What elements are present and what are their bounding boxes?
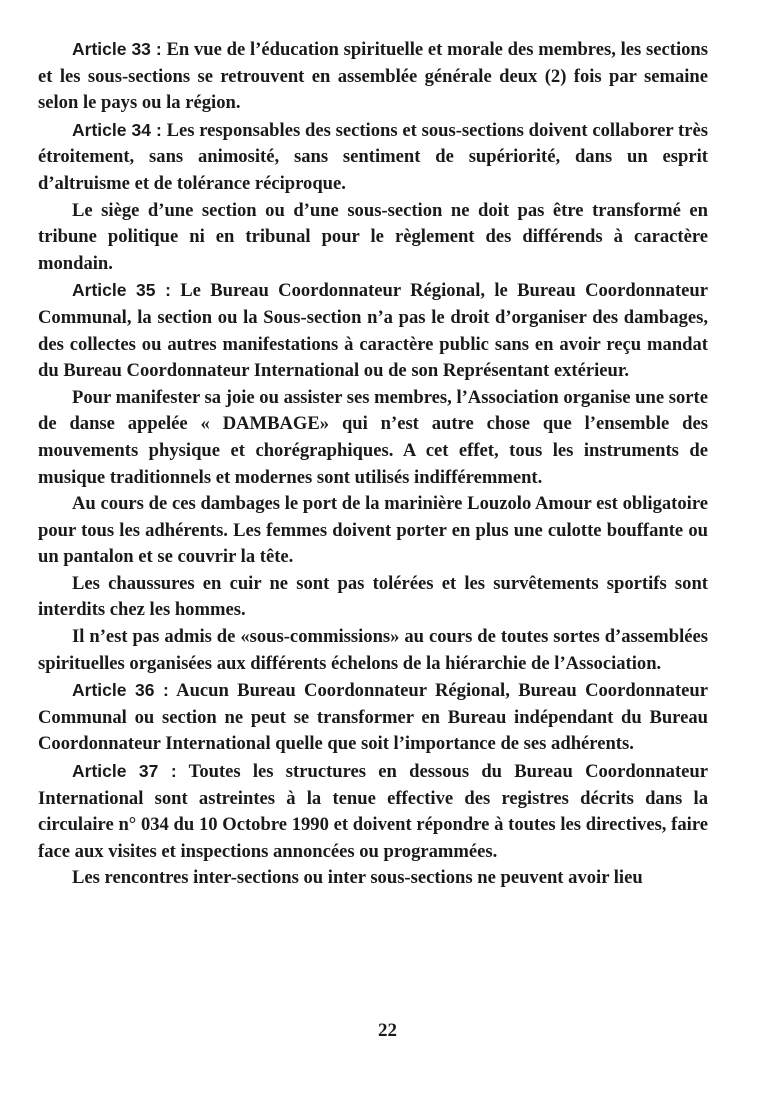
paragraph-article-37 xyxy=(38,758,708,865)
page-number: 22 xyxy=(378,1020,397,1041)
paragraph xyxy=(38,385,708,491)
paragraph-text: Les rencontres inter-sections ou inter sous-sections ne peuvent avoir lieu xyxy=(72,867,643,889)
paragraph-text: Aucun Bureau Coordonnateur Régional, Bureau Coordonnateur Communal ou section ne peut se transformer en Bureau indépendant du Bureau Coordonnateur International quelle que soit l’importance de ses adhérents. xyxy=(38,680,708,755)
paragraph xyxy=(38,571,708,624)
paragraph-article-34 xyxy=(38,117,708,198)
paragraph-text: Le Bureau Coordonnateur Régional, le Bureau Coordonnateur Communal, la section ou la Sous-section n’a pas le droit d’organiser des dambages, des collectes ou autres manifestations à caractère public sans en avoir reçu mandat du Bureau Coordonnateur International ou de son Représentant extérieur. xyxy=(38,280,708,382)
paragraph-article-36 xyxy=(38,677,708,758)
paragraph xyxy=(38,491,708,571)
paragraph-text: Toutes les structures en dessous du Bureau Coordonnateur International sont astreintes à la tenue effective des registres décrits dans la circulaire n° 034 du 10 Octobre 1990 et doivent répondre à toutes les directives, faire face aux visites et inspections annoncées ou programmées. xyxy=(38,761,708,862)
paragraph-text: Le siège d’une section ou d’une sous-section ne doit pas être transformé en tribune politique ni en tribunal pour le règlement des différends à caractère mondain. xyxy=(38,199,708,274)
page-body xyxy=(38,36,708,892)
paragraph-article-33 xyxy=(38,36,708,117)
article-label: Article 35 : xyxy=(72,280,171,301)
paragraph-text: Pour manifester sa joie ou assister ses membres, l’Association organise une sorte de danse appelée « DAMBAGE» qui n’est autre chose que l’ensemble des mouvements physique et chorégraphiques. A cet effet, tous les instruments de musique traditionnels et modernes sont utilisés indifféremment. xyxy=(38,386,708,488)
paragraph-text: Au cours de ces dambages le port de la marinière Louzolo Amour est obligatoire pour tous les adhérents. Les femmes doivent porter en plus une culotte bouffante ou un pantalon et se couvrir la tête. xyxy=(38,493,708,568)
paragraph-text: Les chaussures en cuir ne sont pas tolérées et les survêtements sportifs sont interdits chez les hommes. xyxy=(38,572,708,621)
paragraph xyxy=(38,198,708,278)
article-label: Article 33 : xyxy=(72,39,162,59)
paragraph-text: Il n’est pas admis de «sous-commissions» au cours de toutes sortes d’assemblées spirituelles organisées aux différents échelons de la hiérarchie de l’Association. xyxy=(38,626,708,674)
paragraph-text: Les responsables des sections et sous-sections doivent collaborer très étroitement, sans animosité, sans sentiment de supériorité, dans un esprit d’altruisme et de tolérance réciproque. xyxy=(38,119,708,194)
paragraph-article-35 xyxy=(38,277,708,384)
article-label: Article 36 : xyxy=(72,680,169,701)
article-label: Article 37 : xyxy=(72,761,177,782)
paragraph-text: En vue de l’éducation spirituelle et morale des membres, les sections et les sous-sections se retrouvent en assemblée générale deux (2) fois par semaine selon le pays ou la région. xyxy=(38,39,708,114)
paragraph xyxy=(38,865,708,892)
paragraph xyxy=(38,624,708,677)
article-label: Article 34 : xyxy=(72,119,162,140)
